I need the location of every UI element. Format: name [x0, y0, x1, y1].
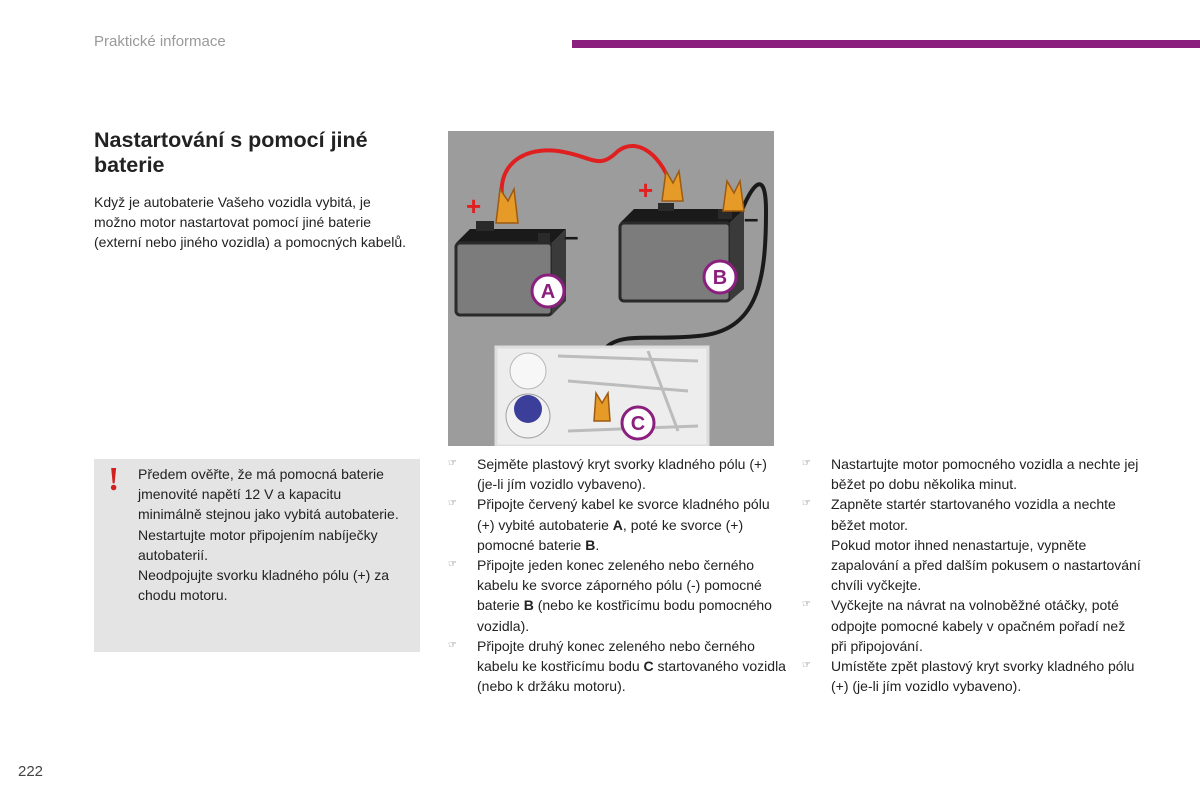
page-number: 222 [18, 763, 44, 780]
step-text: startovaného vozidla (nebo k držáku motoru). [477, 658, 786, 695]
pointing-hand-icon: ☞ [802, 660, 811, 672]
step-item [802, 595, 1142, 656]
step-text: Připojte červený kabel ke svorce kladného pólu (+) vybité autobaterie [477, 496, 770, 533]
step-text: Vyčkejte na návrat na volnoběžné otáčky, poté odpojte pomocné kabely v opačném pořadí než při připojování. [831, 597, 1126, 654]
step-text: B [523, 597, 534, 614]
step-item [448, 555, 788, 636]
pointing-hand-icon: ☞ [448, 498, 457, 510]
badge-b [704, 261, 736, 293]
svg-text:C: C [630, 413, 646, 435]
step-item [448, 494, 788, 555]
pointing-hand-icon: ☞ [802, 458, 811, 469]
pointing-hand-icon: ☞ [448, 639, 457, 651]
step-text: Nastartujte motor pomocného vozidla a nechte jej běžet po dobu několika minut. [831, 456, 1139, 493]
pointing-hand-icon: ☞ [802, 599, 811, 611]
step-text: Připojte jeden konec zeleného nebo černého kabelu ke svorce záporného pólu (-) pomocné baterie [477, 557, 762, 614]
instruction-steps-col2 [802, 454, 1142, 696]
exclamation-icon: ! [108, 461, 120, 498]
warning-paragraph: Předem ověřte, že má pomocná baterie jmenovité napětí 12 V a kapacitu minimálně stejnou jako vybitá autobaterie. [138, 466, 399, 523]
step-text: (nebo ke kostřicímu bodu pomocného vozidla). [477, 597, 772, 634]
step-item [448, 636, 788, 697]
pointing-hand-icon: ☞ [448, 559, 457, 571]
warning-paragraph: Nestartujte motor připojením nabíječky autobaterií. [138, 526, 378, 563]
step-text: Zapněte startér startovaného vozidla a nechte běžet motor. [831, 496, 1116, 533]
intro-paragraph: Když je autobaterie Vašeho vozidla vybitá, je možno motor nastartovat pomocí jiné baterie (externí nebo jiného vozidla) a pomocných kabelů. [94, 194, 407, 251]
svg-text:B: B [712, 267, 728, 289]
badge-a [532, 275, 564, 307]
step-item [802, 454, 1142, 494]
plus-sign: + [638, 175, 654, 205]
step-item [802, 494, 1142, 595]
warning-text [138, 464, 406, 605]
step-text: Sejměte plastový kryt svorky kladného pólu (+) (je-li jím vozidlo vybaveno). [477, 456, 767, 493]
warning-box [94, 459, 420, 652]
step-text: Připojte druhý konec zeleného nebo černého kabelu ke kostřicímu bodu [477, 637, 755, 675]
header-accent-bar [572, 40, 1200, 48]
step-text: Umístěte zpět plastový kryt svorky kladného pólu (+) (je-li jím vozidlo vybaveno). [831, 658, 1135, 695]
step-text: B [585, 536, 596, 553]
pointing-hand-icon: ☞ [802, 498, 811, 510]
step-text: . [595, 536, 600, 553]
step-item [448, 454, 788, 494]
instruction-steps-col1 [448, 454, 788, 696]
step-text: C [643, 658, 654, 675]
minus-sign: – [564, 221, 579, 251]
minus-sign: – [744, 203, 759, 233]
plus-sign: + [466, 191, 482, 221]
step-item [802, 656, 1142, 696]
jump-start-illustration [448, 131, 774, 446]
warning-paragraph: Neodpojujte svorku kladného pólu (+) za chodu motoru. [138, 567, 389, 604]
step-note: Pokud motor ihned nenastartuje, vypněte zapalování a před dalším pokusem o nastartování chvíli vyčkejte. [831, 536, 1141, 594]
pointing-hand-icon: ☞ [448, 458, 457, 469]
svg-text:A: A [540, 281, 556, 303]
section-header: Praktické informace [94, 33, 226, 50]
step-text: A [612, 516, 623, 533]
step-text: , poté ke svorce (+) pomocné baterie [477, 516, 744, 553]
page-title: Nastartování s pomocí jiné baterie [94, 128, 368, 177]
badge-c [622, 407, 654, 439]
